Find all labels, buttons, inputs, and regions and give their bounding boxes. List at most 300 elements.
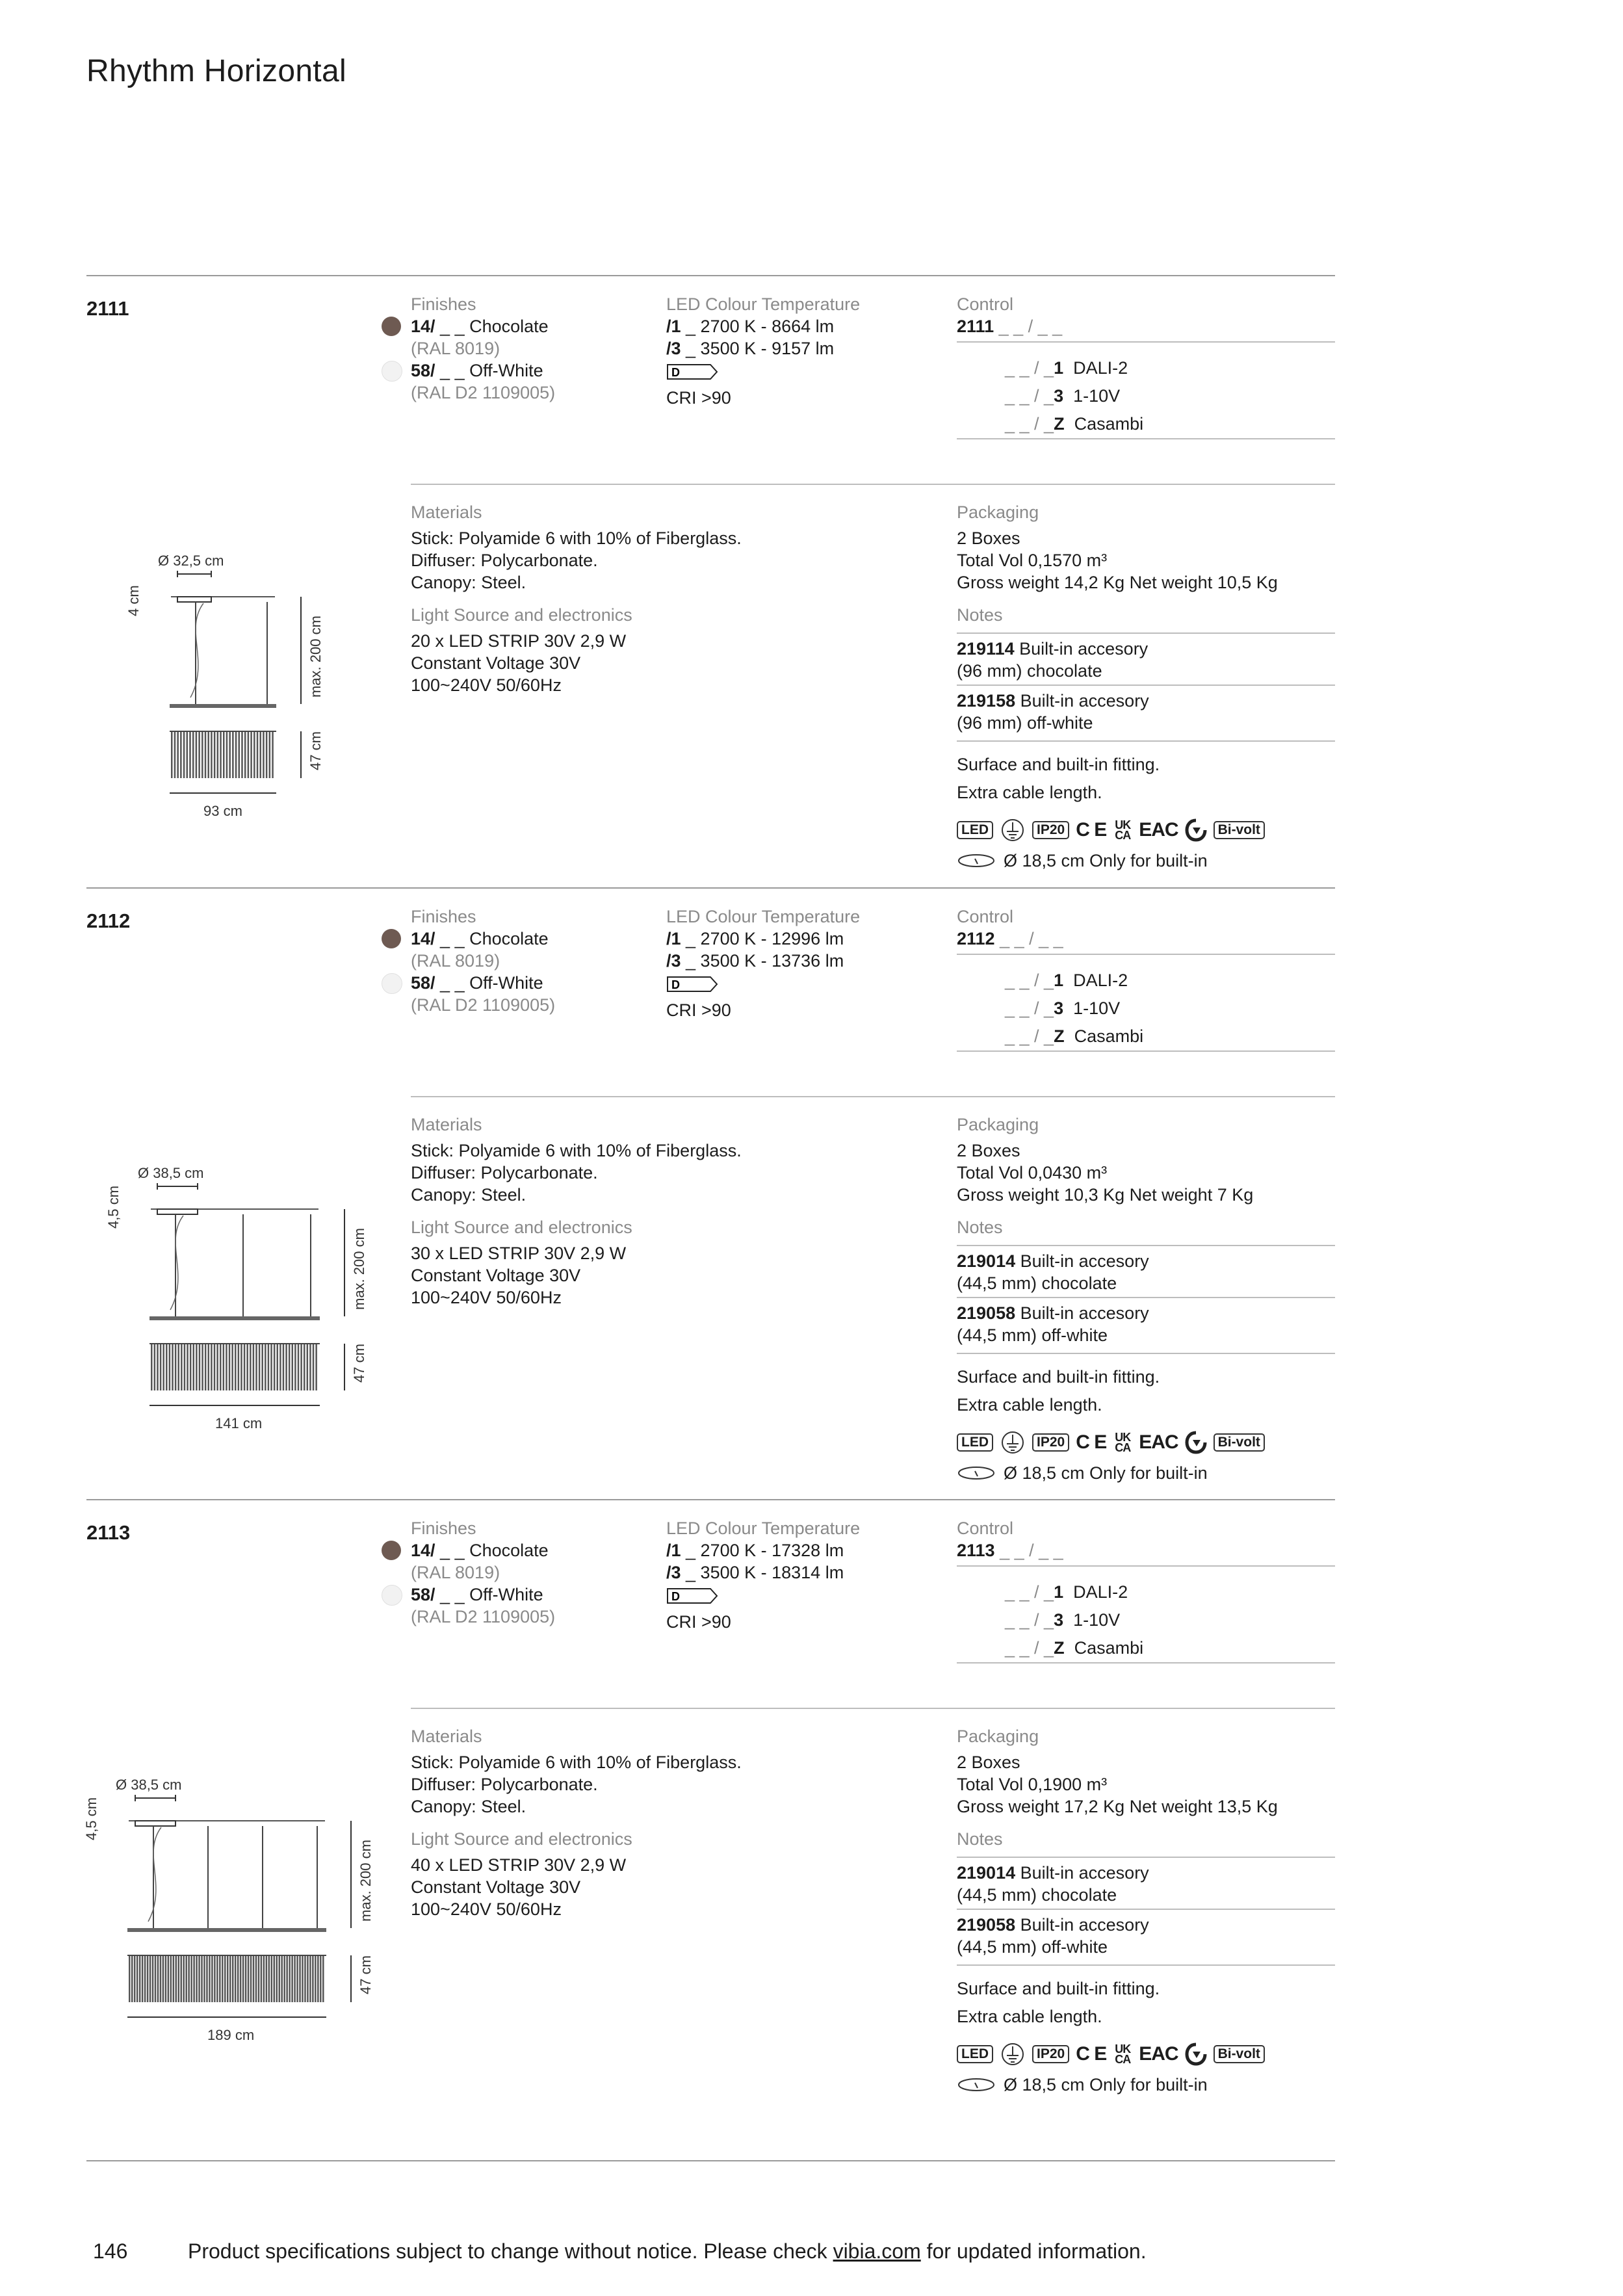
control-option-110v[interactable]: [1005, 995, 1335, 1023]
lamp-drawing: [83, 1669, 374, 2043]
finishes-label: Finishes: [411, 1519, 476, 1538]
energy-class-arrow-icon: [666, 362, 720, 382]
led-spec: _ 3500 K - 13736 lm: [681, 951, 844, 971]
option-name: Casambi: [1074, 1638, 1144, 1658]
finish-option-chocolate[interactable]: [411, 928, 645, 950]
cable-length-label: max. 200 cm: [357, 1840, 374, 1922]
light-source-label: Light Source and electronics: [411, 605, 632, 625]
light-stick: [235, 1955, 237, 2002]
finish-ral: (RAL D2 1109005): [411, 1607, 556, 1626]
footer-text: Product specifications subject to change without notice. Please check: [188, 2239, 833, 2263]
light-stick: [190, 1344, 192, 1390]
materials-list: [411, 1751, 931, 1818]
control-code-number: 2112: [957, 929, 995, 948]
product-code: 2112: [86, 909, 131, 932]
light-stick: [276, 1955, 278, 2002]
light-stick: [183, 731, 185, 778]
cable-text: Extra cable length.: [957, 1395, 1102, 1415]
finish-code: 58/: [411, 1585, 435, 1604]
energy-class: D: [671, 1590, 680, 1603]
light-stick: [258, 1955, 260, 2002]
light-stick: [229, 1344, 231, 1390]
led-code: /3: [666, 1563, 681, 1582]
ground-icon: [1000, 817, 1026, 843]
led-column: [666, 293, 939, 409]
control-code-suffix: _ _ / _ _: [994, 1541, 1063, 1560]
canopy-shape: [135, 1821, 175, 1826]
led-line-2700: [666, 928, 939, 950]
note-text: (44,5 mm) off-white: [957, 1325, 1108, 1345]
light-stick: [263, 731, 265, 778]
light-stick: [250, 1955, 252, 2002]
vibia-link[interactable]: vibia.com: [833, 2239, 921, 2263]
light-stick: [309, 1344, 311, 1390]
light-stick: [281, 1955, 283, 2002]
ukca-mark-icon: UK CA: [1115, 2042, 1131, 2066]
light-stick: [175, 1955, 177, 2002]
control-code-number: 2111: [957, 317, 994, 336]
finish-code: 58/: [411, 361, 435, 380]
cable-text: Extra cable length.: [957, 783, 1102, 802]
light-stick: [190, 1955, 192, 2002]
light-stick: [196, 1955, 198, 2002]
light-stick: [268, 1955, 270, 2002]
control-options: [957, 1578, 1335, 1663]
light-stick: [261, 1955, 263, 2002]
material-line: Diffuser: Polycarbonate.: [411, 1163, 598, 1182]
light-stick: [283, 1955, 285, 2002]
control-label: Control: [957, 294, 1014, 314]
materials-column: [411, 1725, 931, 1920]
eac-mark-icon: EAC: [1139, 1431, 1178, 1453]
light-stick: [201, 1344, 203, 1390]
light-stick: [185, 1955, 187, 2002]
finishes-column: [411, 906, 645, 1016]
light-stick: [313, 1344, 315, 1390]
light-stick: [205, 1344, 207, 1390]
surface-text: Surface and built-in fitting.: [957, 755, 1160, 774]
control-code: [957, 315, 1335, 343]
light-stick: [201, 1955, 203, 2002]
ground-icon: [1000, 1429, 1026, 1455]
product-code: 2111: [86, 297, 129, 320]
light-stick: [250, 1344, 252, 1390]
light-stick: [231, 1344, 233, 1390]
materials-list: [411, 527, 931, 594]
light-stick: [289, 1344, 291, 1390]
light-stick: [232, 1955, 234, 2002]
cable-text: Extra cable length.: [957, 2007, 1102, 2026]
note-item: [957, 634, 1335, 686]
materials-list: [411, 1140, 931, 1206]
note-text: (44,5 mm) off-white: [957, 1937, 1108, 1957]
fitting-notes: [957, 1975, 1335, 2031]
chocolate-swatch-icon: [382, 929, 401, 948]
light-stick: [206, 1955, 208, 2002]
light-stick: [172, 1344, 174, 1390]
option-name: DALI-2: [1073, 358, 1128, 378]
note-code: 219014: [957, 1251, 1016, 1271]
light-line: Constant Voltage 30V: [411, 1266, 581, 1285]
led-spec: _ 2700 K - 8664 lm: [681, 317, 835, 336]
ce-mark-icon: C E: [1076, 1431, 1107, 1453]
option-code: 3: [1054, 998, 1064, 1018]
recycle-icon: [1185, 1431, 1207, 1454]
light-source-list: [411, 1854, 931, 1920]
light-stick: [289, 1955, 291, 2002]
light-stick: [237, 1955, 239, 2002]
led-badge: LED: [957, 2045, 993, 2063]
section-divider: [411, 1096, 1335, 1097]
led-column: [666, 1517, 939, 1633]
energy-class: D: [671, 978, 680, 991]
height-label: 47 cm: [351, 1344, 367, 1383]
option-name: Casambi: [1074, 1026, 1144, 1046]
light-stick: [162, 1344, 164, 1390]
ce-mark-icon: C E: [1076, 819, 1107, 841]
light-stick: [229, 1955, 231, 2002]
note-code: 219014: [957, 1863, 1016, 1883]
light-stick: [136, 1955, 138, 2002]
footer: [93, 2239, 127, 2263]
control-option-110v[interactable]: [1005, 382, 1335, 410]
light-stick: [315, 1344, 317, 1390]
packaging-list: [957, 1140, 1335, 1206]
light-stick: [238, 1344, 240, 1390]
packaging-list: [957, 527, 1335, 594]
packaging-line: Gross weight 17,2 Kg Net weight 13,5 Kg: [957, 1797, 1278, 1816]
ukca-mark-icon: UK CA: [1115, 1431, 1131, 1454]
fitting-notes: [957, 1363, 1335, 1419]
finishes-column: [411, 293, 645, 404]
light-stick: [239, 731, 240, 778]
light-stick: [285, 1344, 287, 1390]
light-stick: [266, 1955, 268, 2002]
light-stick: [244, 731, 246, 778]
led-label: LED Colour Temperature: [666, 1519, 861, 1538]
packaging-line: Total Vol 0,1570 m³: [957, 551, 1108, 570]
light-stick: [170, 1955, 172, 2002]
led-code: /1: [666, 317, 681, 336]
light-stick: [214, 731, 216, 778]
light-stick: [188, 1955, 190, 2002]
light-stick: [299, 1955, 301, 2002]
light-stick: [139, 1955, 141, 2002]
control-option-casambi[interactable]: [1005, 1634, 1335, 1662]
light-stick: [214, 1344, 216, 1390]
light-line: Constant Voltage 30V: [411, 653, 581, 673]
light-stick: [152, 1955, 154, 2002]
option-prefix: _ _ / _: [1005, 386, 1054, 406]
ip-badge: IP20: [1032, 821, 1069, 839]
light-stick: [255, 1955, 257, 2002]
option-code: 1: [1054, 358, 1064, 378]
energy-class-arrow-icon: [666, 974, 720, 994]
light-stick: [134, 1955, 136, 2002]
light-stick: [147, 1955, 149, 2002]
light-stick: [160, 1344, 162, 1390]
light-stick: [207, 731, 209, 778]
option-prefix: _ _ / _: [1005, 1610, 1054, 1630]
cable-length-label: max. 200 cm: [307, 616, 324, 698]
width-label: 93 cm: [203, 803, 242, 819]
note-code: 219058: [957, 1915, 1016, 1935]
control-column: [957, 906, 1335, 1052]
finish-option-chocolate[interactable]: [411, 315, 645, 337]
option-code: 1: [1054, 1582, 1064, 1602]
light-stick: [272, 731, 274, 778]
light-stick: [168, 1955, 170, 2002]
light-stick: [322, 1955, 324, 2002]
fitting-notes: [957, 751, 1335, 807]
led-line-2700: [666, 315, 939, 337]
offwhite-swatch-icon: [382, 361, 402, 382]
control-code: [957, 928, 1335, 955]
option-prefix: _ _ / _: [1005, 1638, 1054, 1658]
product-section: [86, 887, 1335, 1515]
light-stick: [298, 1344, 300, 1390]
eac-mark-icon: EAC: [1139, 2043, 1178, 2065]
materials-column: [411, 1114, 931, 1309]
product-section: [86, 275, 1335, 903]
light-stick: [224, 1955, 226, 2002]
control-options: [957, 354, 1335, 439]
note-text: Built-in accesory: [1015, 1863, 1149, 1883]
bivolt-badge: Bi-volt: [1214, 821, 1265, 839]
control-option-dali[interactable]: [1005, 354, 1335, 382]
energy-class-arrow-icon: [666, 1586, 720, 1606]
led-spec: _ 3500 K - 18314 lm: [681, 1563, 844, 1582]
canopy-height-label: 4,5 cm: [105, 1185, 122, 1229]
light-stick: [178, 1955, 180, 2002]
control-code-suffix: _ _ / _ _: [994, 317, 1063, 336]
light-stick: [131, 1955, 133, 2002]
power-cable: [170, 1216, 183, 1310]
product-code: 2113: [86, 1521, 131, 1544]
width-label: 141 cm: [215, 1415, 263, 1431]
notes-label: Notes: [957, 1828, 1335, 1858]
footer-note: [188, 2239, 1147, 2263]
builtin-text: Ø 18,5 cm Only for built-in: [1004, 2075, 1208, 2094]
diameter-label: Ø 38,5 cm: [138, 1165, 204, 1181]
cert-badges: [957, 1429, 1335, 1455]
light-stick: [214, 1955, 216, 2002]
packaging-line: 2 Boxes: [957, 1141, 1020, 1160]
option-name: 1-10V: [1073, 998, 1121, 1018]
light-line: 100~240V 50/60Hz: [411, 1899, 562, 1919]
light-stick: [173, 1955, 175, 2002]
light-bar-side: [127, 1928, 326, 1932]
recycle-icon: [1185, 2042, 1207, 2066]
finish-code: 58/: [411, 973, 435, 993]
light-stick: [198, 1955, 200, 2002]
light-stick: [201, 731, 203, 778]
option-code: 3: [1054, 1610, 1064, 1630]
finish-code: 14/: [411, 1541, 435, 1560]
builtin-note: [957, 1462, 1335, 1484]
light-stick: [317, 1955, 319, 2002]
light-stick: [222, 1955, 224, 2002]
light-stick: [216, 1344, 218, 1390]
light-stick: [155, 1955, 157, 2002]
light-stick: [183, 1955, 185, 2002]
finish-option-offwhite[interactable]: [411, 359, 645, 382]
packaging-label: Packaging: [957, 1115, 1039, 1134]
cri-value: CRI >90: [666, 388, 731, 408]
light-stick: [240, 1344, 242, 1390]
light-stick: [253, 1955, 255, 2002]
ce-mark-icon: C E: [1076, 2043, 1107, 2065]
light-stick: [196, 1344, 198, 1390]
light-stick: [189, 731, 191, 778]
light-stick: [242, 1955, 244, 2002]
material-line: Stick: Polyamide 6 with 10% of Fiberglass.: [411, 1753, 742, 1772]
led-column: [666, 906, 939, 1021]
packaging-label: Packaging: [957, 1727, 1039, 1746]
packaging-list: [957, 1751, 1335, 1818]
builtin-note: [957, 2074, 1335, 2096]
packaging-line: Total Vol 0,1900 m³: [957, 1775, 1108, 1794]
control-option-110v[interactable]: [1005, 1606, 1335, 1634]
section-divider: [411, 484, 1335, 485]
light-stick: [169, 1344, 171, 1390]
control-label: Control: [957, 907, 1014, 926]
ip-badge: IP20: [1032, 2045, 1069, 2063]
light-stick: [261, 1344, 263, 1390]
light-stick: [144, 1955, 146, 2002]
light-stick: [209, 1955, 211, 2002]
bottom-divider: [86, 2160, 1335, 2161]
light-stick: [192, 731, 194, 778]
control-label: Control: [957, 1519, 1014, 1538]
finish-ral: (RAL 8019): [411, 1563, 500, 1582]
light-source-label: Light Source and electronics: [411, 1829, 632, 1849]
energy-label-icon: [666, 1586, 939, 1606]
light-stick: [241, 731, 243, 778]
canopy-shape: [177, 597, 211, 602]
led-line-3500: [666, 950, 939, 972]
light-stick: [199, 1344, 201, 1390]
option-code: Z: [1054, 1026, 1065, 1046]
finish-option-chocolate[interactable]: [411, 1539, 645, 1561]
energy-label-icon: [666, 362, 939, 382]
light-stick: [300, 1344, 302, 1390]
light-stick: [184, 1344, 186, 1390]
cri-value: CRI >90: [666, 1000, 731, 1020]
light-stick: [315, 1955, 317, 2002]
led-code: /1: [666, 1541, 681, 1560]
notes-label: Notes: [957, 1216, 1335, 1246]
light-stick: [193, 1955, 195, 2002]
height-label: 47 cm: [307, 731, 324, 770]
control-option-dali[interactable]: [1005, 1578, 1335, 1606]
light-stick: [250, 731, 252, 778]
light-stick: [244, 1344, 246, 1390]
light-stick: [149, 1955, 151, 2002]
finish-ral: (RAL D2 1109005): [411, 383, 556, 402]
option-prefix: _ _ / _: [1005, 1582, 1054, 1602]
packaging-line: Gross weight 10,3 Kg Net weight 7 Kg: [957, 1185, 1254, 1205]
light-stick: [259, 731, 261, 778]
cri-value: CRI >90: [666, 1612, 731, 1632]
light-stick: [265, 1344, 266, 1390]
finish-option-offwhite[interactable]: [411, 1584, 645, 1606]
cert-badges: [957, 2041, 1335, 2067]
finish-ral: (RAL D2 1109005): [411, 995, 556, 1015]
finish-name: _ _ Off-White: [435, 361, 543, 380]
light-stick: [302, 1955, 304, 2002]
led-spec: _ 2700 K - 17328 lm: [681, 1541, 844, 1560]
chocolate-swatch-icon: [382, 317, 401, 336]
light-stick: [220, 731, 222, 778]
recycle-icon: [1185, 818, 1207, 842]
control-option-dali[interactable]: [1005, 967, 1335, 995]
light-stick: [193, 1344, 195, 1390]
led-spec: _ 2700 K - 12996 lm: [681, 929, 844, 948]
canopy-height-label: 4 cm: [125, 585, 142, 616]
light-stick: [211, 1344, 213, 1390]
light-stick: [296, 1955, 298, 2002]
energy-label-icon: [666, 974, 939, 994]
finish-option-offwhite[interactable]: [411, 972, 645, 994]
light-stick: [257, 731, 259, 778]
footer-text-after: for updated information.: [920, 2239, 1147, 2263]
led-badge: LED: [957, 1433, 993, 1452]
light-stick: [312, 1955, 314, 2002]
materials-label: Materials: [411, 1115, 482, 1134]
light-stick: [177, 731, 179, 778]
light-stick: [269, 731, 271, 778]
light-stick: [171, 731, 173, 778]
option-prefix: _ _ / _: [1005, 1026, 1054, 1046]
light-stick: [226, 731, 228, 778]
note-text: (44,5 mm) chocolate: [957, 1273, 1117, 1293]
light-stick: [320, 1955, 322, 2002]
light-line: 100~240V 50/60Hz: [411, 675, 562, 695]
note-item: [957, 1298, 1335, 1354]
light-stick: [226, 1344, 227, 1390]
note-text: Built-in accesory: [1015, 691, 1149, 711]
light-line: 100~240V 50/60Hz: [411, 1288, 562, 1307]
product-section: [83, 1499, 1335, 2127]
material-line: Stick: Polyamide 6 with 10% of Fiberglass.: [411, 1141, 742, 1160]
light-bar-side: [170, 704, 276, 708]
control-column: [957, 293, 1335, 439]
material-line: Diffuser: Polycarbonate.: [411, 551, 598, 570]
light-stick: [196, 731, 198, 778]
light-stick: [154, 1344, 156, 1390]
control-code: [957, 1539, 1335, 1567]
control-option-casambi[interactable]: [1005, 1023, 1335, 1050]
light-stick: [259, 1344, 261, 1390]
offwhite-swatch-icon: [382, 973, 402, 994]
option-name: DALI-2: [1073, 1582, 1128, 1602]
materials-column: [411, 501, 931, 696]
builtin-text: Ø 18,5 cm Only for built-in: [1004, 851, 1208, 870]
light-stick: [307, 1955, 309, 2002]
control-option-casambi[interactable]: [1005, 410, 1335, 438]
light-stick: [205, 731, 207, 778]
control-options: [957, 967, 1335, 1052]
builtin-cutout-icon: [957, 852, 996, 869]
light-stick: [278, 1955, 280, 2002]
light-stick: [253, 731, 255, 778]
light-stick: [129, 1955, 131, 2002]
led-label: LED Colour Temperature: [666, 294, 861, 314]
light-stick: [157, 1955, 159, 2002]
finishes-label: Finishes: [411, 294, 476, 314]
note-text: (44,5 mm) chocolate: [957, 1885, 1117, 1905]
